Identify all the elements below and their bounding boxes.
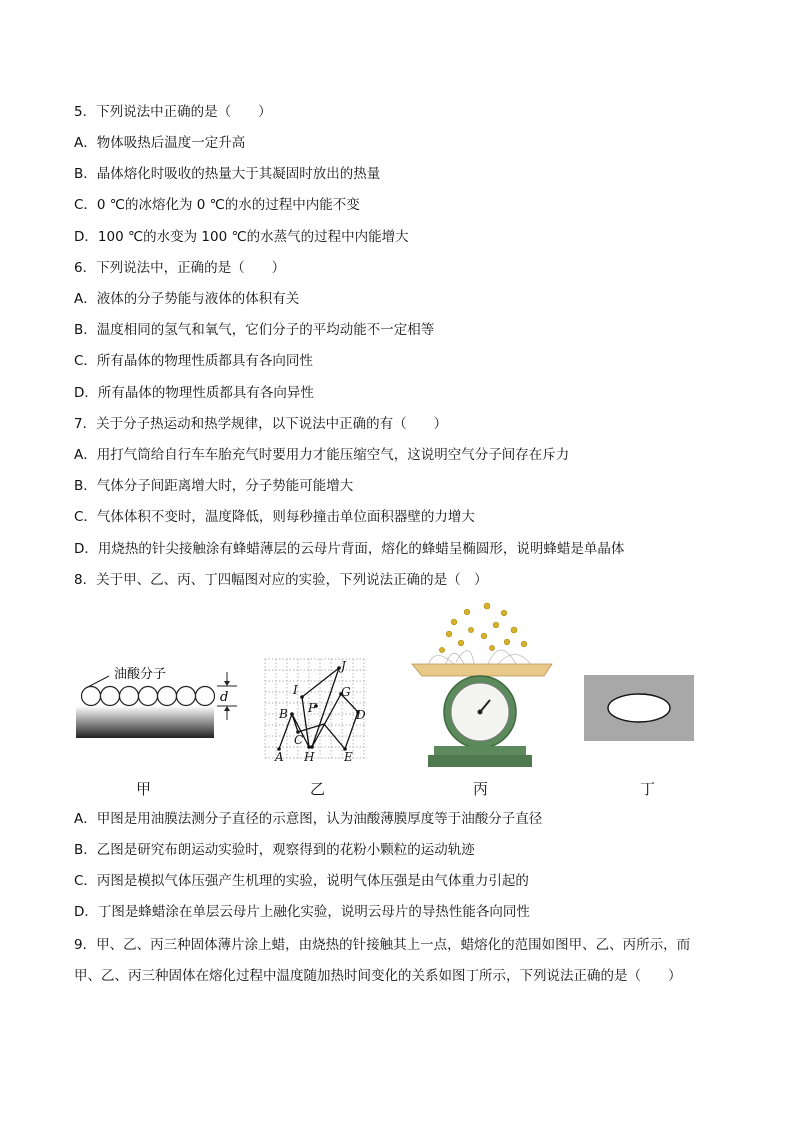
point-label-b: B — [279, 707, 288, 721]
q5-option-a: A．物体吸热后温度一定升高 — [74, 135, 246, 151]
caption-jia: 甲 — [136, 780, 152, 798]
point-label-i: I — [293, 683, 298, 697]
oleic-label: 油酸分子 — [114, 667, 167, 682]
scale-base — [428, 755, 532, 767]
q7-stem: 7．关于分子热运动和热学规律，以下说法中正确的有（ ） — [74, 416, 448, 432]
q5-option-c: C．0 ℃的冰熔化为 0 ℃的水的过程中内能不变 — [74, 197, 360, 213]
point-label-a: A — [275, 750, 284, 764]
q6-stem: 6．下列说法中，正确的是（ ） — [74, 260, 286, 276]
oil-film-figure — [74, 660, 244, 742]
point-label-e: E — [344, 750, 353, 764]
q6-option-d: D．所有晶体的物理性质都具有各向异性 — [74, 385, 314, 401]
point-label-h: H — [304, 750, 315, 764]
caption-yi: 乙 — [310, 780, 326, 798]
scale-pan — [412, 664, 552, 676]
oleic-molecules — [82, 687, 215, 706]
q6-option-b: B．温度相同的氢气和氧气，它们分子的平均动能不一定相等 — [74, 322, 435, 338]
melted-wax-ellipse — [608, 694, 670, 722]
point-label-d: D — [356, 708, 366, 722]
q8-stem: 8．关于甲、乙、丙、丁四幅图对应的实验，下列说法正确的是（ ） — [74, 572, 488, 588]
falling-balls — [439, 603, 526, 653]
particle-path — [279, 668, 358, 749]
brownian-figure — [262, 656, 372, 766]
molecule-circle — [177, 687, 196, 706]
caption-ding: 丁 — [640, 780, 656, 798]
q6-option-a: A．液体的分子势能与液体的体积有关 — [74, 291, 300, 307]
q9-line-1: 9．甲、乙、丙三种固体薄片涂上蜡，由烧热的针接触其上一点，蜡熔化的范围如图甲、乙、丙所示，而 — [74, 937, 691, 953]
q7-option-d: D．用烧热的针尖接触涂有蜂蜡薄层的云母片背面，熔化的蜂蜡呈椭圆形，说明蜂蜡是单晶体 — [74, 541, 625, 557]
q6-option-c: C．所有晶体的物理性质都具有各向同性 — [74, 353, 313, 369]
q9-line-2: 甲、乙、丙三种固体在熔化过程中温度随加热时间变化的关系如图丁所示，下列说法正确的是（ ） — [74, 968, 682, 984]
q8-option-c: C．丙图是模拟气体压强产生机理的实验，说明气体压强是由气体重力引起的 — [74, 873, 529, 889]
label-pointer — [86, 676, 109, 688]
scale-foot — [434, 746, 526, 755]
gas-pressure-model-figure — [404, 600, 556, 772]
q5-stem: 5．下列说法中正确的是（ ） — [74, 104, 272, 120]
q5-option-d: D．100 ℃的水变为 100 ℃的水蒸气的过程中内能增大 — [74, 229, 409, 245]
q7-option-b: B．气体分子间距离增大时，分子势能可能增大 — [74, 478, 354, 494]
molecule-circle — [196, 687, 215, 706]
point-label-f: F — [308, 701, 317, 715]
molecule-circle — [101, 687, 120, 706]
q8-option-a: A．甲图是用油膜法测分子直径的示意图，认为油酸薄膜厚度等于油酸分子直径 — [74, 811, 543, 827]
q5-option-b: B．晶体熔化时吸收的热量大于其凝固时放出的热量 — [74, 166, 381, 182]
molecule-circle — [158, 687, 177, 706]
path-points — [277, 666, 360, 751]
q8-option-d: D．丁图是蜂蜡涂在单层云母片上融化实验，说明云母片的导热性能各向同性 — [74, 904, 530, 920]
molecule-circle — [82, 687, 101, 706]
water-surface-plate — [76, 706, 214, 738]
molecule-circle — [139, 687, 158, 706]
q7-option-c: C．气体体积不变时，温度降低，则每秒撞击单位面积器壁的力增大 — [74, 509, 475, 525]
caption-bing: 丙 — [473, 780, 489, 798]
q7-option-a: A．用打气筒给自行车车胎充气时要用力才能压缩空气，这说明空气分子间存在斥力 — [74, 447, 570, 463]
q8-option-b: B．乙图是研究布朗运动实验时，观察得到的花粉小颗粒的运动轨迹 — [74, 842, 475, 858]
point-label-j: J — [341, 659, 346, 673]
point-label-g: G — [341, 685, 351, 699]
mica-plate-figure — [583, 674, 695, 742]
d-label: d — [220, 690, 229, 705]
point-label-c: C — [294, 733, 304, 747]
molecule-circle — [120, 687, 139, 706]
